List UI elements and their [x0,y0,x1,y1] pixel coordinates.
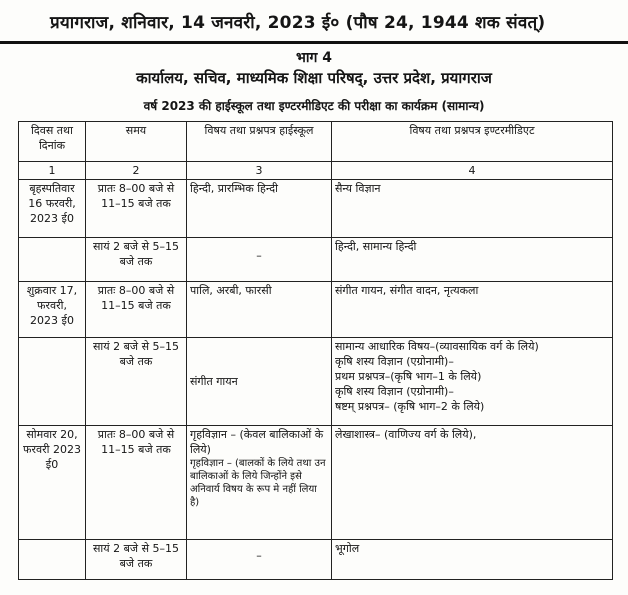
header-day-date: दिवस तथा दिनांक [19,122,86,162]
column-number: 4 [332,162,613,180]
intermediate-line: षष्टम् प्रश्नपत्र– (कृषि भाग–2 के लिये) [335,400,485,413]
column-number: 2 [86,162,187,180]
intermediate-cell: भूगोल [332,540,613,580]
header-intermediate: विषय तथा प्रश्नपत्र इण्टरमीडिएट [332,122,613,162]
table-row [19,540,613,580]
office-heading: कार्यालय, सचिव, माध्यमिक शिक्षा परिषद्, उत्तर प्रदेश, प्रयागराज [136,69,492,87]
time-cell: सायं 2 बजे से 5–15 बजे तक [86,338,187,426]
intermediate-line: प्रथम प्रश्नपत्र–(कृषि भाग–1 के लिये) [335,370,482,383]
program-title: वर्ष 2023 की हाईस्कूल तथा इण्टरमीडिएट की परीक्षा का कार्यक्रम (सामान्य) [143,99,485,113]
table-header-row [19,122,613,162]
day-cell: सोमवार 20, फरवरी 2023 ई0 [19,426,86,540]
day-cell [19,540,86,580]
intermediate-cell: हिन्दी, सामान्य हिन्दी [332,238,613,282]
day-cell: बृहस्पतिवार 16 फरवरी, 2023 ई0 [19,180,86,238]
highschool-cell: – [187,540,332,580]
highschool-cell: संगीत गायन [187,338,332,426]
table-row [19,338,613,426]
highschool-cell [187,426,332,540]
column-number: 1 [19,162,86,180]
intermediate-cell: लेखाशास्त्र– (वाणिज्य वर्ग के लिये), [332,426,613,540]
table-row [19,282,613,338]
time-cell: प्रातः 8–00 बजे से 11–15 बजे तक [86,426,187,540]
table-row [19,238,613,282]
table-number-row [19,162,613,180]
intermediate-cell: संगीत गायन, संगीत वादन, नृत्यकला [332,282,613,338]
time-cell: प्रातः 8–00 बजे से 11–15 बजे तक [86,180,187,238]
intermediate-line: कृषि शस्य विज्ञान (एग्रोनामी)– [335,385,454,398]
dateline-text: प्रयागराज, शनिवार, 14 जनवरी, 2023 ई० (पौष 24, 1944 शक संवत्) [50,12,546,33]
intermediate-line: सामान्य आधारिक विषय–(व्यावसायिक वर्ग के लिये) [335,340,539,353]
part-heading: भाग 4 [296,50,332,66]
exam-schedule-table [18,121,613,580]
header-time: समय [86,122,187,162]
highschool-cell: पालि, अरबी, फारसी [187,282,332,338]
highschool-entry: गृहविज्ञान – (केवल बालिकाओं के लिये) [190,428,324,456]
highschool-cell: – [187,238,332,282]
time-cell: प्रातः 8–00 बजे से 11–15 बजे तक [86,282,187,338]
table-row [19,180,613,238]
intermediate-line: कृषि शस्य विज्ञान (एग्रोनामी)– [335,355,454,368]
time-cell: सायं 2 बजे से 5–15 बजे तक [86,540,187,580]
table-row [19,426,613,540]
day-cell: शुक्रवार 17, फरवरी, 2023 ई0 [19,282,86,338]
header-rule [0,41,628,44]
time-cell: सायं 2 बजे से 5–15 बजे तक [86,238,187,282]
intermediate-cell: सैन्य विज्ञान [332,180,613,238]
column-number: 3 [187,162,332,180]
day-cell [19,338,86,426]
highschool-cell: हिन्दी, प्रारम्भिक हिन्दी [187,180,332,238]
dateline-header [0,0,628,42]
intermediate-cell [332,338,613,426]
header-highschool: विषय तथा प्रश्नपत्र हाईस्कूल [187,122,332,162]
highschool-entry: गृहविज्ञान – (बालकों के लिये तथा उन बालिकाओं के लिये जिन्होंने इसे अनिवार्य विषय के रूप मे नहीं लिया है) [190,458,326,508]
day-cell [19,238,86,282]
